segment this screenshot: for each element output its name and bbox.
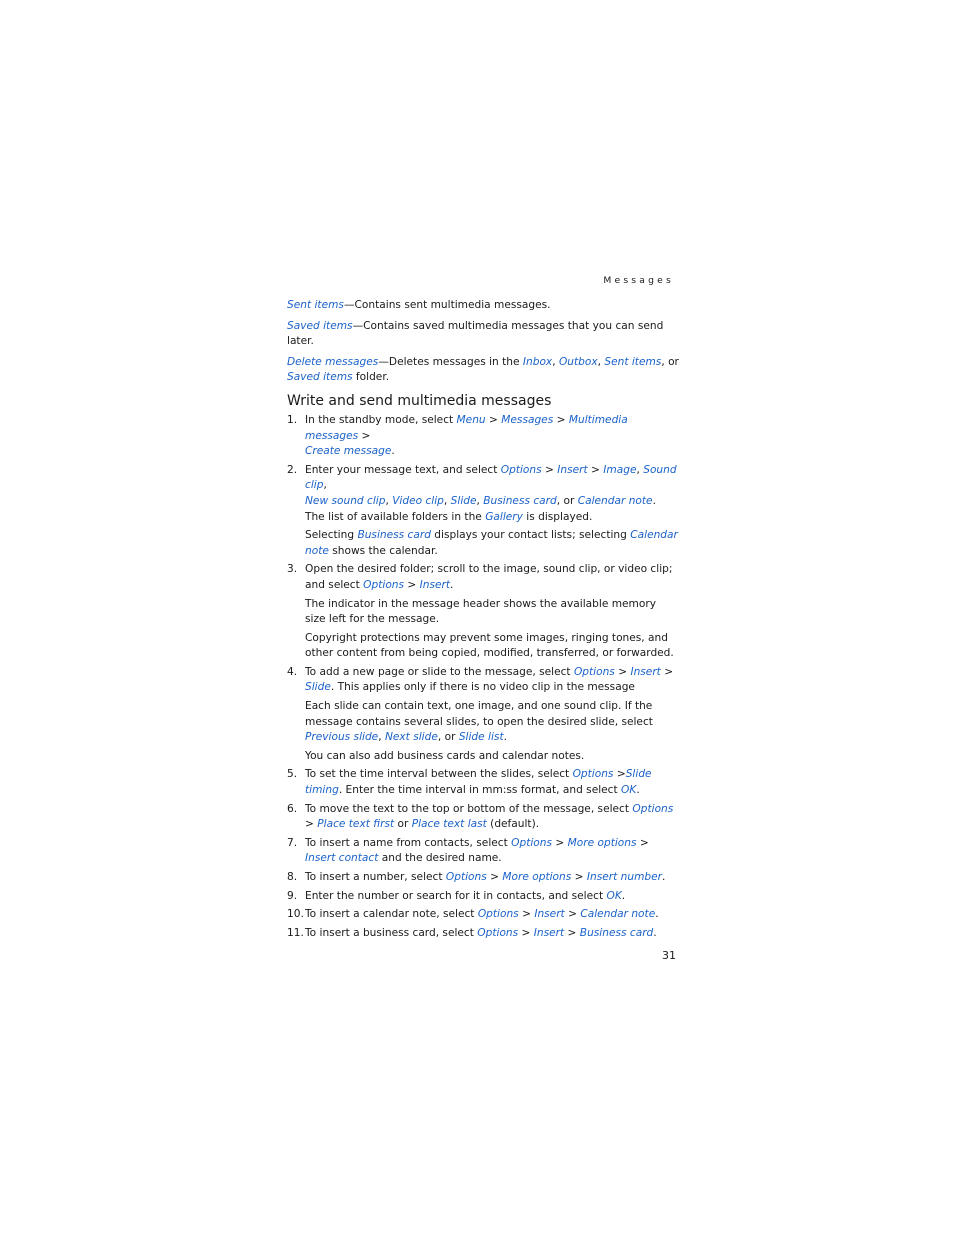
insert-number-link: Insert number xyxy=(586,871,662,883)
text: , xyxy=(443,494,451,507)
outbox-link: Outbox xyxy=(558,355,598,368)
text: . xyxy=(636,784,640,797)
step-2-note xyxy=(287,528,679,559)
text: . xyxy=(503,731,507,744)
text: is displayed. xyxy=(522,510,593,523)
step-1 xyxy=(287,413,679,460)
menu-link: Menu xyxy=(456,413,486,426)
intro-saved-items xyxy=(287,319,679,350)
page-number: 31 xyxy=(662,949,676,962)
text: . This applies only if there is no video clip in the message xyxy=(330,681,635,694)
place-text-first-link: Place text first xyxy=(317,818,395,831)
business-card-link: Business card xyxy=(579,926,654,939)
ok-link: OK xyxy=(621,784,637,797)
insert-link: Insert xyxy=(533,926,565,939)
step-number: 2. xyxy=(287,463,298,476)
image-link: Image xyxy=(603,463,637,476)
text: . xyxy=(621,889,626,902)
saved-items-desc: —Contains saved multimedia messages that you can send later. xyxy=(287,319,664,348)
text: > xyxy=(564,908,581,921)
text: Enter the number or search for it in contacts, and select xyxy=(305,889,607,902)
text: To insert a business card, select xyxy=(305,926,478,939)
step-3-note-memory: The indicator in the message header shows the available memory size left for the message. xyxy=(305,597,656,626)
running-header: Messages xyxy=(603,275,674,286)
more-options-link: More options xyxy=(567,836,637,849)
step-number: 8. xyxy=(287,871,298,883)
text: Selecting xyxy=(305,529,358,542)
options-link: Options xyxy=(477,926,519,939)
text: Enter your message text, and select xyxy=(305,463,501,476)
intro-sent-items xyxy=(287,298,679,314)
options-link: Options xyxy=(477,908,519,921)
calendar-note-link: Calendar note xyxy=(580,908,656,921)
text: > xyxy=(660,665,674,678)
create-message-link: Create message xyxy=(305,445,392,458)
text: To insert a number, select xyxy=(305,871,446,883)
business-card-link: Business card xyxy=(357,529,431,542)
text: > xyxy=(518,926,534,939)
intro-delete-messages xyxy=(287,355,679,386)
text: > xyxy=(614,665,631,678)
messages-link: Messages xyxy=(501,413,554,426)
slide-link: Slide xyxy=(450,494,477,507)
text: . xyxy=(653,926,657,939)
options-link: Options xyxy=(445,871,487,883)
step-4 xyxy=(287,665,679,696)
section-title: Write and send multimedia messages xyxy=(287,392,552,409)
ok-link: OK xyxy=(606,889,622,902)
text: folder. xyxy=(352,371,390,384)
text: or xyxy=(394,818,412,831)
text: . xyxy=(655,908,659,921)
slide-timing-link: Slide timing xyxy=(305,768,652,797)
text: . xyxy=(391,445,395,458)
text: > xyxy=(518,908,535,921)
text: > xyxy=(305,818,318,831)
slide-link: Slide xyxy=(305,681,331,694)
saved-items-link: Saved items xyxy=(287,371,353,384)
text: > xyxy=(358,429,371,442)
step-number: 10. xyxy=(287,908,304,921)
text: , xyxy=(552,355,559,368)
sent-items-term: Sent items xyxy=(287,299,344,311)
step-4-note-cards: You can also add business cards and calendar notes. xyxy=(305,749,585,762)
business-card-link: Business card xyxy=(483,494,557,507)
text: > xyxy=(553,413,569,426)
text: , or xyxy=(661,355,679,368)
options-link: Options xyxy=(572,768,614,781)
options-link: Options xyxy=(632,802,674,815)
step-number: 1. xyxy=(287,413,298,426)
step-number: 6. xyxy=(287,802,298,815)
next-slide-link: Next slide xyxy=(384,731,438,744)
insert-link: Insert xyxy=(557,463,588,476)
text: To move the text to the top or bottom of the message, select xyxy=(305,802,633,815)
text: , xyxy=(385,494,393,507)
step-number: 5. xyxy=(287,768,298,781)
text: , or xyxy=(556,494,578,507)
text: shows the calendar. xyxy=(328,544,438,557)
slide-list-link: Slide list xyxy=(458,731,504,744)
text: > xyxy=(613,768,626,781)
insert-link: Insert xyxy=(419,578,451,591)
text: , xyxy=(476,494,484,507)
step-number: 4. xyxy=(287,665,298,678)
multimedia-messages-link: Multimedia messages xyxy=(305,413,628,442)
text: , xyxy=(323,479,327,492)
text: —Deletes messages in the xyxy=(378,355,523,368)
saved-items-term: Saved items xyxy=(287,319,353,332)
step-number: 3. xyxy=(287,563,298,576)
options-link: Options xyxy=(363,578,405,591)
insert-link: Insert xyxy=(534,908,565,921)
insert-contact-link: Insert contact xyxy=(305,852,379,865)
place-text-last-link: Place text last xyxy=(411,818,487,831)
step-3-note-copyright: Copyright protections may prevent some images, ringing tones, and other content from being copied, modified, transferred, or forwarded. xyxy=(305,631,674,660)
calendar-note-link: Calendar note xyxy=(577,494,653,507)
step-6 xyxy=(287,802,679,833)
step-number: 11. xyxy=(287,926,304,939)
text: To set the time interval between the slides, select xyxy=(305,768,573,781)
text: To add a new page or slide to the message, select xyxy=(305,665,574,678)
step-number: 9. xyxy=(287,889,298,902)
page-content xyxy=(287,298,679,944)
new-sound-clip-link: New sound clip xyxy=(305,494,386,507)
insert-link: Insert xyxy=(630,665,661,678)
step-8 xyxy=(287,870,679,886)
text: > xyxy=(587,463,604,476)
text: > xyxy=(486,871,503,883)
step-9 xyxy=(287,889,679,905)
options-link: Options xyxy=(500,463,542,476)
text: . xyxy=(662,871,666,883)
text: > xyxy=(541,463,558,476)
text: > xyxy=(552,836,568,849)
text: and the desired name. xyxy=(378,852,502,865)
step-number: 7. xyxy=(287,836,298,849)
inbox-link: Inbox xyxy=(522,355,553,368)
text: To insert a name from contacts, select xyxy=(305,836,512,849)
text: , xyxy=(597,355,605,368)
text: In the standby mode, select xyxy=(305,413,457,426)
text: displays your contact lists; selecting xyxy=(430,529,631,542)
delete-messages-term: Delete messages xyxy=(287,355,379,368)
step-10 xyxy=(287,907,679,923)
text: Open the desired folder; scroll to the image, sound clip, or video clip; and select xyxy=(305,563,673,591)
text: . xyxy=(450,578,454,591)
sent-items-desc: —Contains sent multimedia messages. xyxy=(343,299,551,311)
step-2 xyxy=(287,463,679,525)
text: > xyxy=(485,413,502,426)
text: > xyxy=(636,836,649,849)
text: , xyxy=(378,731,385,744)
text: . Enter the time interval in mm:ss format, and select xyxy=(338,784,622,797)
text: (default). xyxy=(486,818,540,831)
step-11 xyxy=(287,926,679,942)
step-4-note-slides xyxy=(287,699,679,746)
options-link: Options xyxy=(573,665,615,678)
text: > xyxy=(564,926,580,939)
text: , xyxy=(636,463,644,476)
gallery-link: Gallery xyxy=(485,510,523,523)
step-7 xyxy=(287,836,679,867)
video-clip-link: Video clip xyxy=(392,494,444,507)
text: . The list of available folders in the xyxy=(305,494,656,523)
text: To insert a calendar note, select xyxy=(305,908,478,921)
text: > xyxy=(404,578,420,591)
text: Each slide can contain text, one image, and one sound clip. If the message contains several slides, to open the desired slide, select xyxy=(305,700,653,728)
sent-items-link: Sent items xyxy=(604,355,662,368)
options-link: Options xyxy=(511,836,552,849)
more-options-link: More options xyxy=(502,871,572,883)
text: > xyxy=(571,871,587,883)
step-5 xyxy=(287,767,679,798)
step-3 xyxy=(287,562,679,593)
previous-slide-link: Previous slide xyxy=(305,731,379,744)
text: , or xyxy=(437,731,459,744)
sound-clip-link: Sound clip xyxy=(305,463,677,492)
calendar-note-link: Calendar note xyxy=(305,529,678,557)
